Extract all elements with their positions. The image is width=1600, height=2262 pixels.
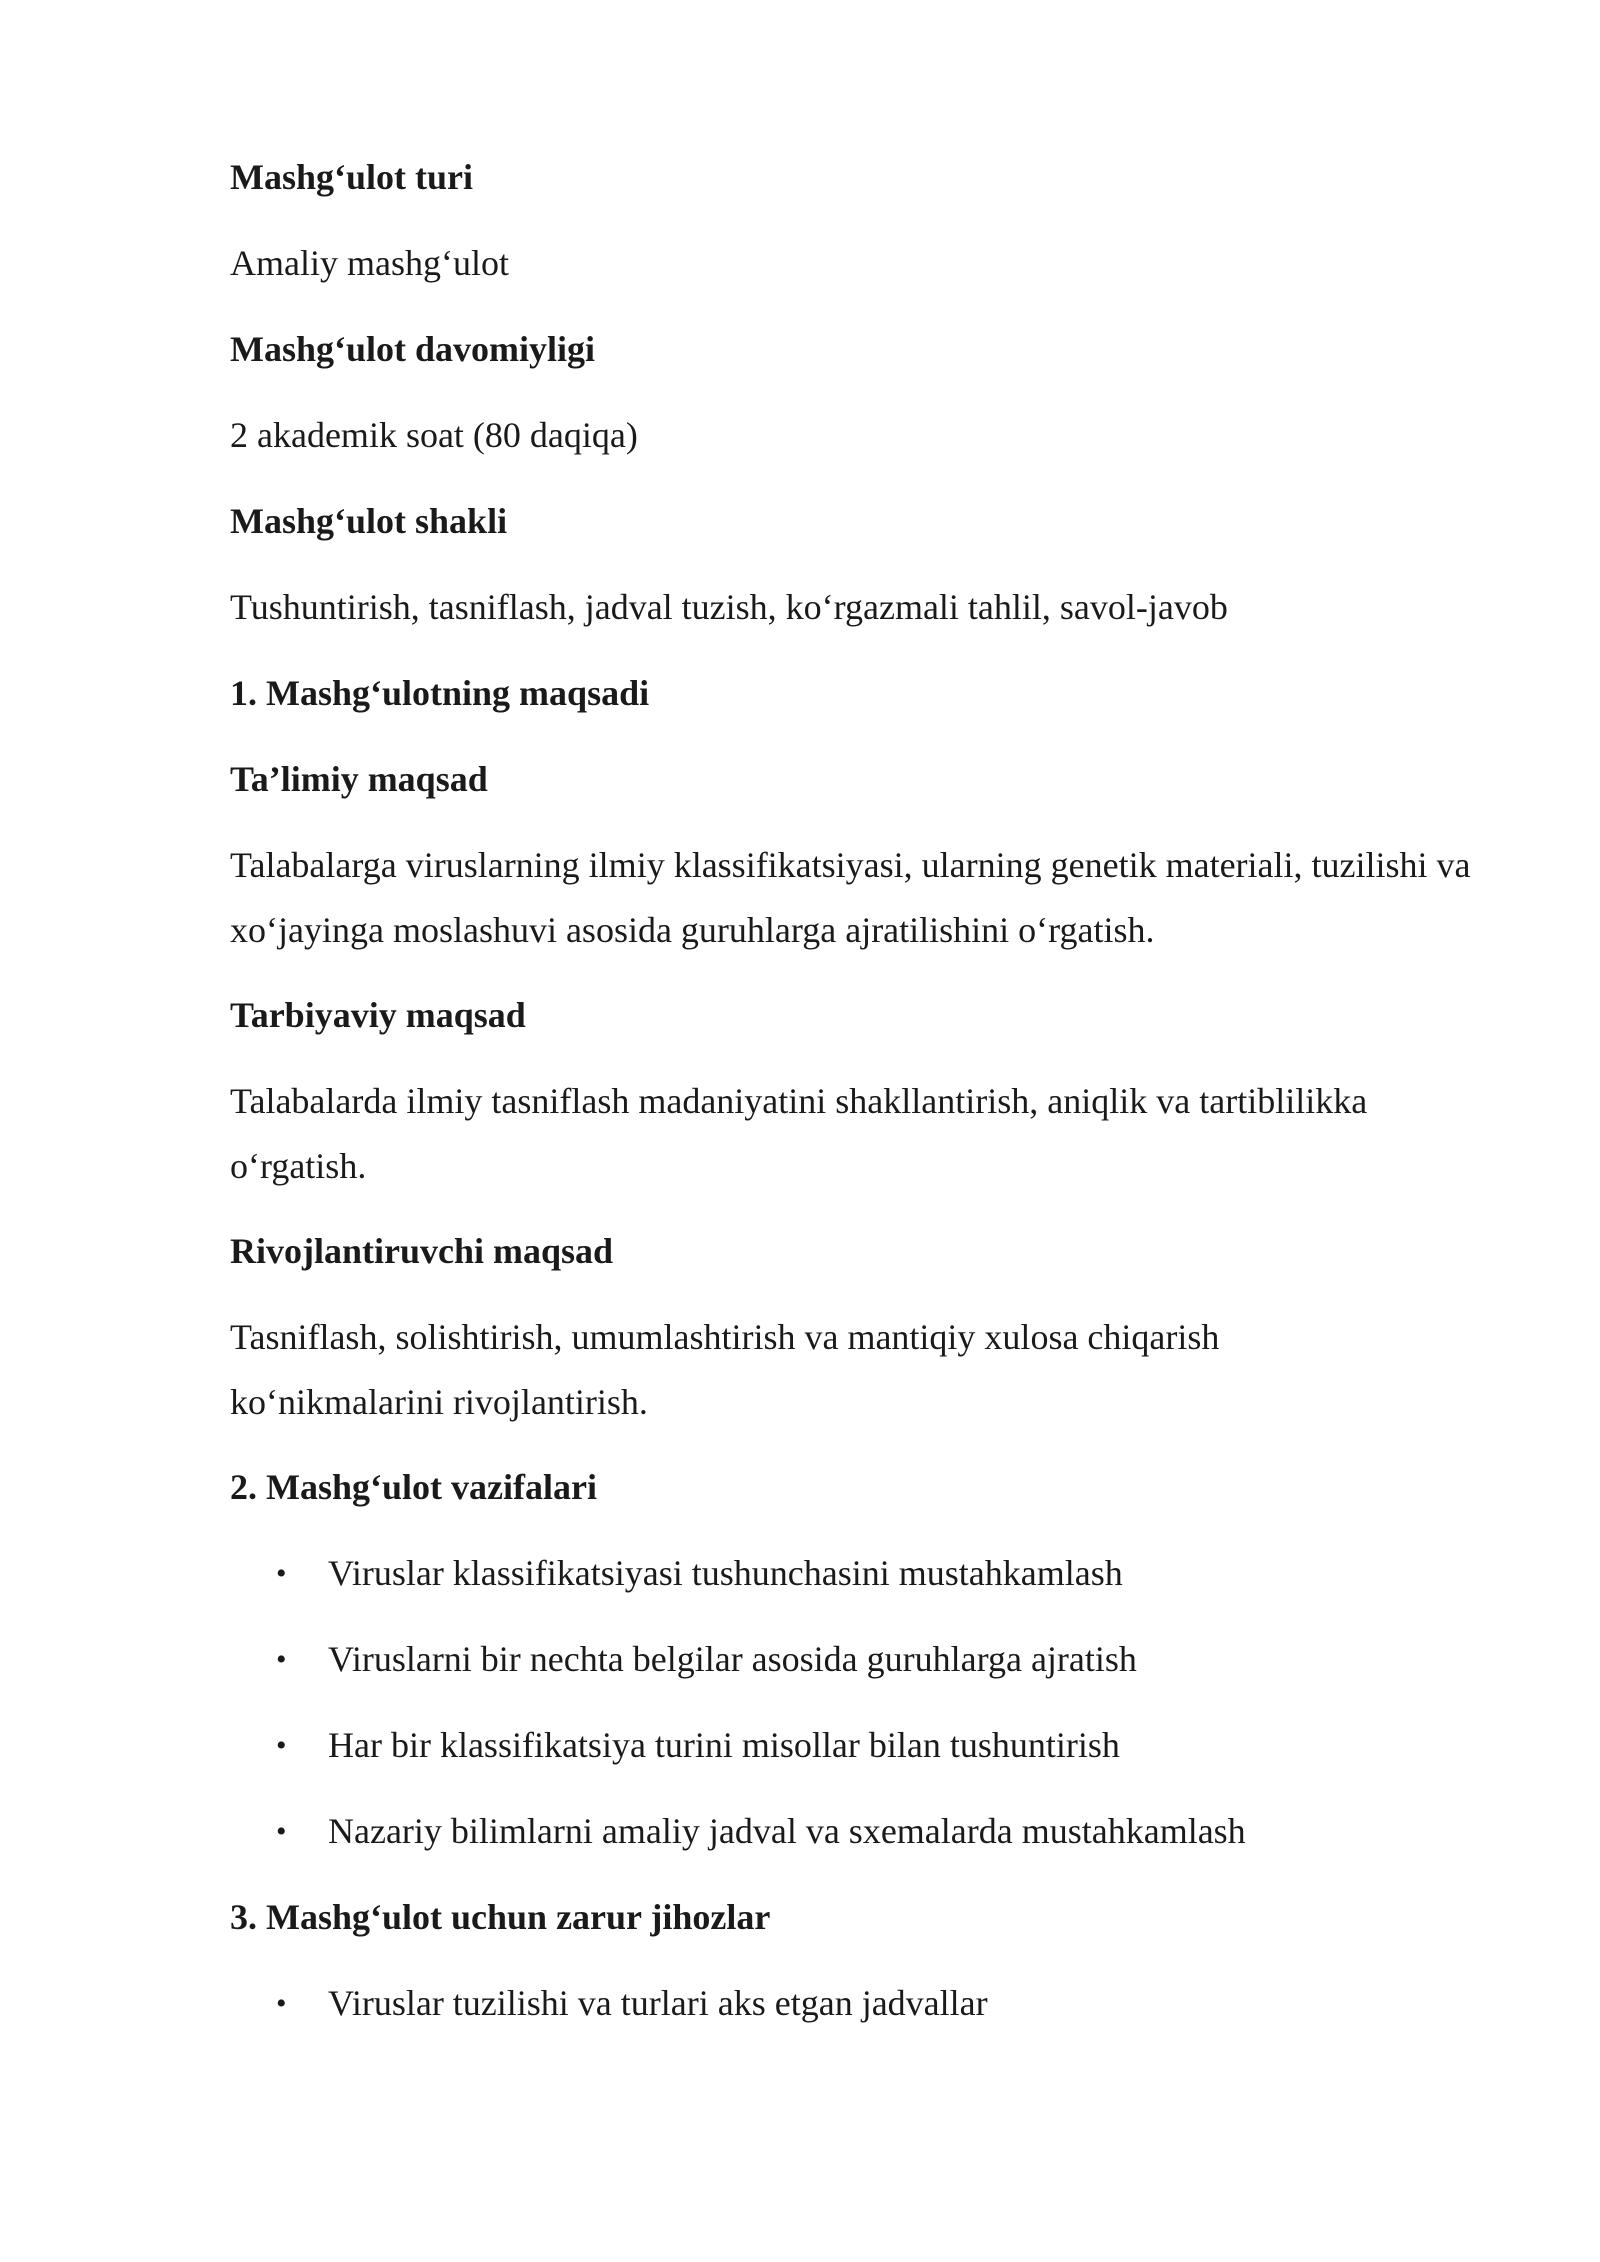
section-goal-heading: 1. Mashg‘ulotning maqsadi [230, 673, 650, 713]
lesson-duration-value: 2 akademik soat (80 daqiqa) [230, 415, 638, 455]
developmental-goal-text: Tasniflash, solishtirish, umumlashtirish va mantiqiy xulosa chiqarish ko‘nikmalarini rivojlantirish. [230, 1317, 1220, 1422]
section-tasks-heading: 2. Mashg‘ulot vazifalari [230, 1467, 597, 1507]
educational-goal-text: Talabalarga viruslarning ilmiy klassifikatsiyasi, ularning genetik materiali, tuzilishi va xo‘jayinga moslashuvi asosida guruhlarga ajratilishini o‘rgatish. [230, 845, 1471, 950]
developmental-goal-heading: Rivojlantiruvchi maqsad [230, 1231, 614, 1271]
upbringing-goal-heading: Tarbiyaviy maqsad [230, 995, 526, 1035]
upbringing-goal-text: Talabalarda ilmiy tasniflash madaniyatini shakllantirish, aniqlik va tartiblilikka o‘rgatish. [230, 1081, 1368, 1186]
bullet-icon: • [276, 1815, 287, 1848]
task-text: Viruslarni bir nechta belgilar asosida guruhlarga ajratish [328, 1639, 1137, 1679]
bullet-icon: • [276, 1643, 287, 1676]
bullet-icon: • [276, 1557, 287, 1590]
lesson-form-heading: Mashg‘ulot shakli [230, 501, 508, 541]
lesson-form-value: Tushuntirish, tasniflash, jadval tuzish, ko‘rgazmali tahlil, savol-javob [230, 587, 1228, 627]
bullet-icon: • [276, 1729, 287, 1762]
section-equipment-heading: 3. Mashg‘ulot uchun zarur jihozlar [230, 1897, 771, 1937]
task-text: Viruslar klassifikatsiyasi tushunchasini mustahkamlash [328, 1553, 1123, 1593]
task-text: Nazariy bilimlarni amaliy jadval va sxemalarda mustahkamlash [328, 1811, 1246, 1851]
lesson-duration-heading: Mashg‘ulot davomiyligi [230, 329, 596, 369]
educational-goal-heading: Ta’limiy maqsad [230, 759, 488, 799]
task-text: Har bir klassifikatsiya turini misollar bilan tushuntirish [328, 1725, 1120, 1765]
equipment-text: Viruslar tuzilishi va turlari aks etgan jadvallar [328, 1983, 988, 2023]
lesson-type-value: Amaliy mashg‘ulot [230, 243, 509, 283]
bullet-icon: • [276, 1987, 287, 2020]
lesson-type-heading: Mashg‘ulot turi [230, 157, 473, 197]
